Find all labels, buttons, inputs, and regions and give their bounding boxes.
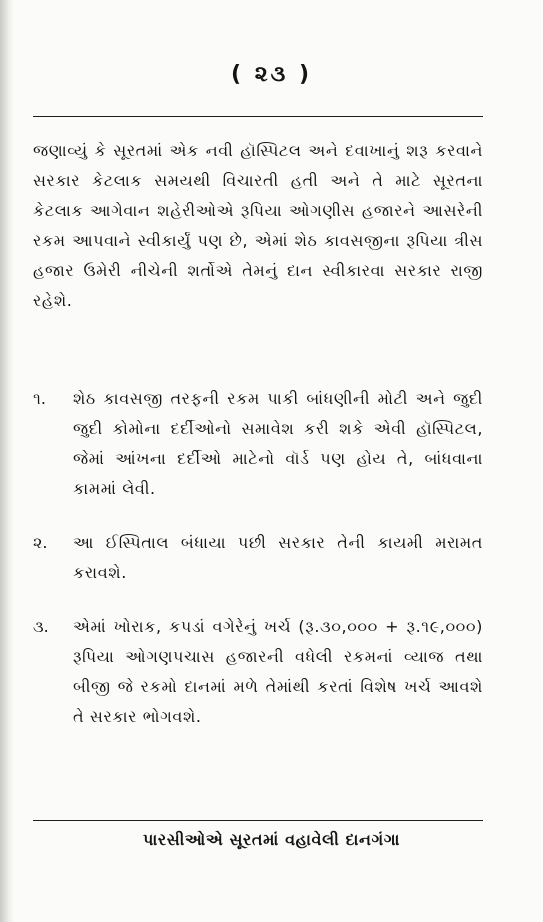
conditions-list [33, 384, 483, 756]
condition-text: શેઠ કાવસજી તરફની રકમ પાકી બાંધણીની મોટી અને જુદી જુદી કોમોના દર્દીઓનો સમાવેશ કરી શકે એવી હૉસ્પિટલ, જેમાં આંખના દર્દીઓ માટેનો વૉર્ડ પણ હોય તે, બાંધવાના કામમાં લેવી. [73, 389, 483, 498]
condition-item-3 [33, 612, 483, 732]
condition-number: ૩. [33, 617, 49, 636]
header-rule [33, 116, 483, 117]
binding-shadow [0, 0, 14, 922]
condition-text: એમાં ખોરાક, કપડાં વગેરેનું ખર્ચ (રૂ.૩૦,૦૦૦ + રૂ.૧૯,૦૦૦) રૂપિયા ઓગણપચાસ હજારની વધેલી રકમનાં વ્યાજ તથા બીજી જે રકમો દાનમાં મળે તેમાંથી કરતાં વિશેષ ખર્ચ આવશે તે સરકાર ભોગવશે. [73, 617, 483, 726]
condition-item-1 [33, 384, 483, 504]
condition-item-2 [33, 528, 483, 588]
running-footer: પારસીઓએ સૂરતમાં વહાવેલી દાનગંગા [142, 830, 401, 849]
condition-number: ૨. [33, 533, 48, 552]
intro-paragraph: જણાવ્યું કે સૂરતમાં એક નવી હૉસ્પિટલ અને દવાખાનું શરૂ કરવાને સરકાર કેટલાક સમયથી વિચારતી હતી અને તે માટે સૂરતના કેટલાક આગેવાન શહેરીઓએ રૂપિયા ઓગણીસ હજારને આસરેની રકમ આપવાને સ્વીકાર્યું પણ છે, એમાં શેઠ કાવસજીના રૂપિયા ત્રીસ હજાર ઉમેરી નીચેની શર્તોએ તેમનું દાન સ્વીકારવા સરકાર રાજી રહેશે. [33, 141, 483, 310]
footer-rule [33, 820, 483, 821]
condition-text: આ ઈસ્પિતાલ બંધાયા પછી સરકાર તેની કાયમી મરામત કરાવશે. [73, 533, 483, 582]
page-number: ( ૨૩ ) [231, 62, 312, 87]
condition-number: ૧. [33, 389, 46, 408]
